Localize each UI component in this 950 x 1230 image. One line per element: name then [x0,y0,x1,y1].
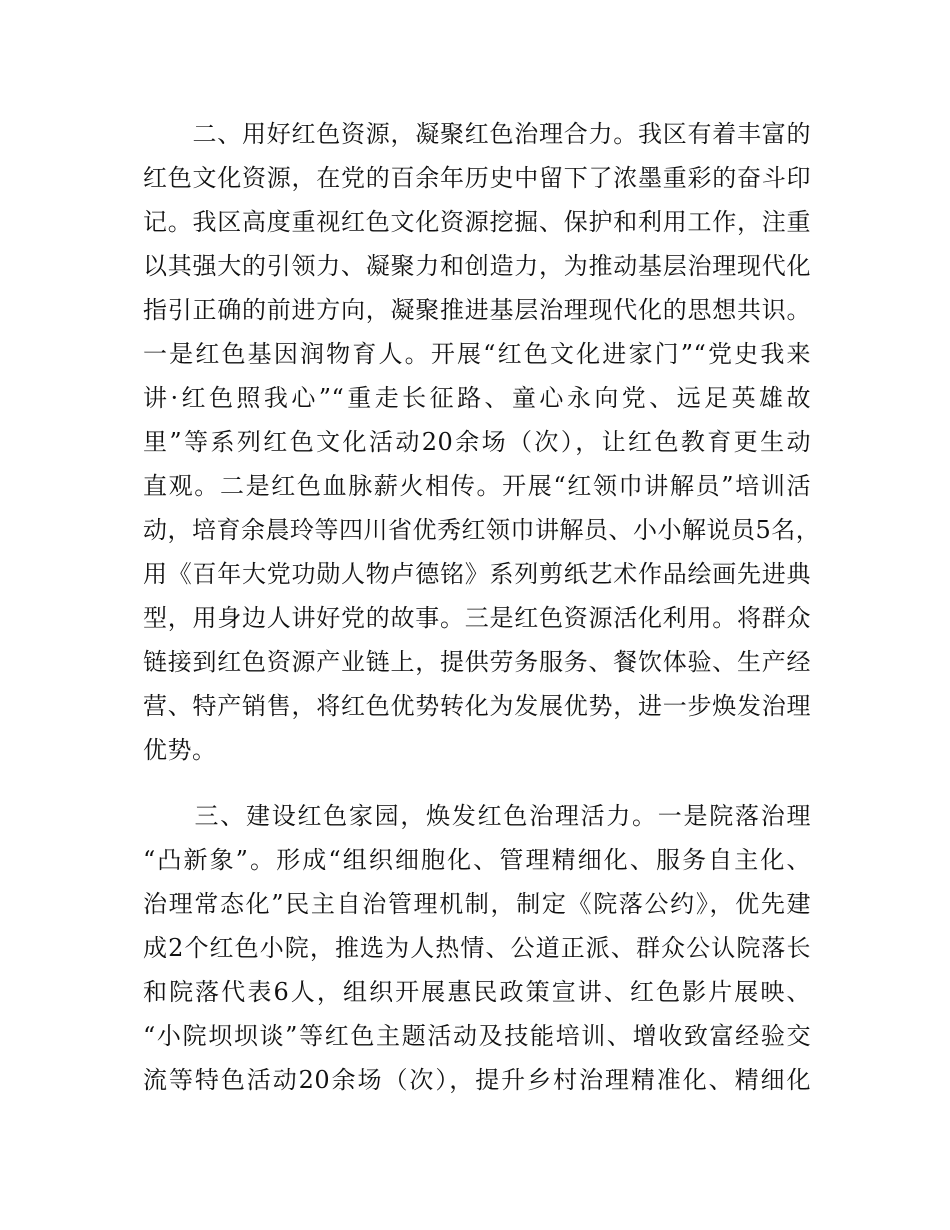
paragraph-3 [143,794,811,1102]
text-line: 成2个红色小院，推选为人热情、公道正派、群众公认院落长 [143,934,811,962]
text-line: 优势。 [143,736,217,764]
text-line: 三、建设红色家园，焕发红色治理活力。一是院落治理 [143,802,811,830]
text-line: 链接到红色资源产业链上，提供劳务服务、餐饮体验、生产经 [143,648,811,676]
text-line: “小院坝坝谈”等红色主题活动及技能培训、增收致富经验交 [143,1022,811,1050]
paragraph-spacer [143,772,811,794]
text-line: 里”等系列红色文化活动20余场（次），让红色教育更生动 [143,428,811,456]
text-line: 一是红色基因润物育人。开展“红色文化进家门”“党史我来 [143,340,811,368]
text-line: 动，培育余晨玲等四川省优秀红领巾讲解员、小小解说员5名， [143,516,821,544]
text-line: “凸新象”。形成“组织细胞化、管理精细化、服务自主化、 [143,846,811,874]
text-line: 红色文化资源，在党的百余年历史中留下了浓墨重彩的奋斗印 [143,164,811,192]
text-line: 直观。二是红色血脉薪火相传。开展“红领巾讲解员”培训活 [143,472,811,500]
text-line: 以其强大的引领力、凝聚力和创造力，为推动基层治理现代化 [143,252,811,280]
text-line: 治理常态化”民主自治管理机制，制定《院落公约》，优先建 [143,890,811,918]
text-line: 指引正确的前进方向，凝聚推进基层治理现代化的思想共识。 [143,296,811,324]
document-body [143,112,821,1102]
text-line: 和院落代表6人，组织开展惠民政策宣讲、红色影片展映、 [143,978,811,1006]
text-line: 营、特产销售，将红色优势转化为发展优势，进一步焕发治理 [143,692,811,720]
text-line: 二、用好红色资源，凝聚红色治理合力。我区有着丰富的 [143,120,811,148]
text-line: 记。我区高度重视红色文化资源挖掘、保护和利用工作，注重 [143,208,811,236]
text-line: 型，用身边人讲好党的故事。三是红色资源活化利用。将群众 [143,604,811,632]
text-line: 流等特色活动20余场（次），提升乡村治理精准化、精细化 [143,1066,811,1094]
text-line: 用《百年大党功勋人物卢德铭》系列剪纸艺术作品绘画先进典 [143,560,811,588]
paragraph-2 [143,112,821,772]
text-line: 讲·红色照我心”“重走长征路、童心永向党、远足英雄故 [143,384,811,412]
